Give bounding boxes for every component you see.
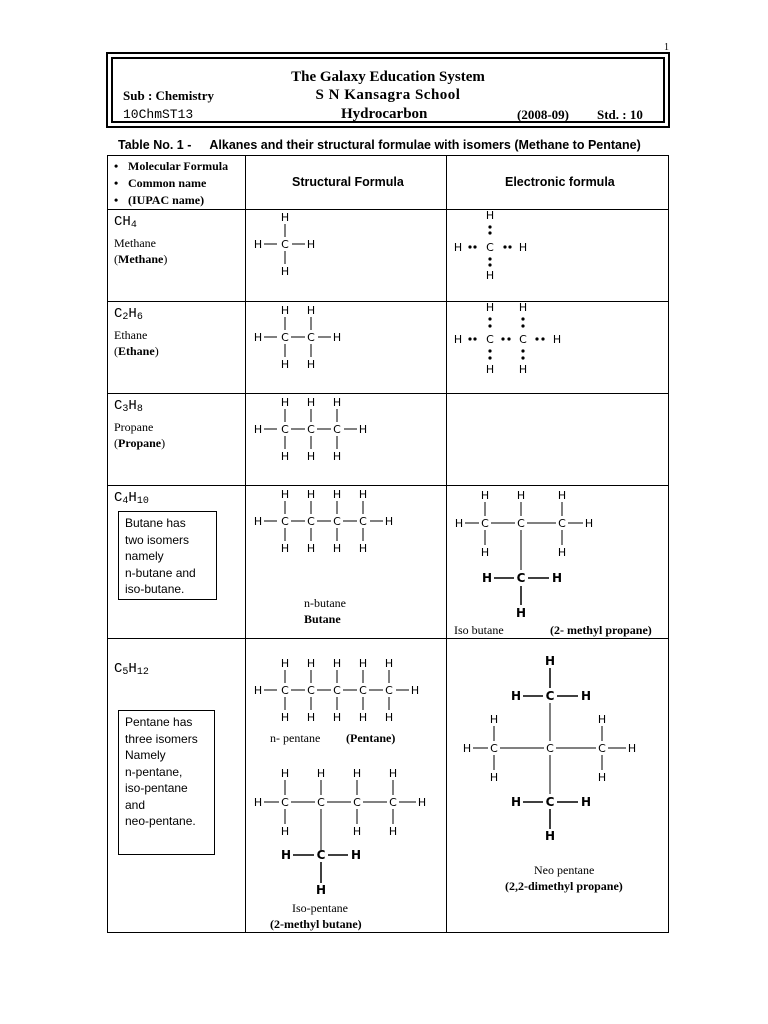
hydrogen-atom: H (515, 606, 527, 620)
butane-isomer-note: Butane has two isomers namely n-butane and iso-butane. (118, 511, 217, 600)
hydrogen-atom: H (544, 654, 556, 668)
hydrogen-atom: H (253, 238, 263, 251)
carbon-atom: C (317, 796, 325, 809)
n-butane-iupac: Butane (304, 612, 341, 626)
carbon-atom: C (481, 517, 489, 530)
hydrogen-atom: H (332, 488, 342, 501)
hydrogen-atom: H (332, 396, 342, 409)
electron-dot (488, 324, 491, 327)
hydrogen-atom: H (388, 767, 398, 780)
topic-title: Hydrocarbon (341, 106, 428, 122)
hydrogen-atom: H (306, 358, 316, 371)
hydrogen-atom: H (306, 542, 316, 555)
electron-dot (535, 337, 538, 340)
hydrogen-atom: H (280, 211, 290, 224)
hydrogen-atom: H (584, 517, 594, 530)
hydrogen-atom: H (316, 767, 326, 780)
hydrogen-atom: H (518, 241, 528, 254)
hydrogen-atom: H (253, 331, 263, 344)
electron-dot (473, 245, 476, 248)
hydrogen-atom: H (518, 301, 528, 314)
hydrogen-atom: H (306, 396, 316, 409)
hydrogen-atom: H (280, 396, 290, 409)
hydrogen-atom: H (384, 711, 394, 724)
hydrogen-atom: H (510, 795, 522, 809)
electron-dot (473, 337, 476, 340)
hydrogen-atom: H (280, 450, 290, 463)
hydrogen-atom: H (358, 423, 368, 436)
carbon-atom: C (333, 684, 341, 697)
hydrogen-atom: H (332, 657, 342, 670)
electron-dot (507, 337, 510, 340)
carbon-atom: C (490, 742, 498, 755)
hydrogen-atom: H (332, 542, 342, 555)
hydrogen-atom: H (280, 265, 290, 278)
hydrogen-atom: H (481, 571, 493, 585)
hydrogen-atom: H (485, 209, 495, 222)
neo-pentane-iupac: (2,2-dimethyl propane) (505, 879, 623, 893)
col1-header: • Molecular Formula • Common name • (IUPAC name) (114, 159, 229, 207)
hydrogen-atom: H (315, 883, 327, 897)
col2-header: Structural Formula (292, 175, 404, 189)
hydrogen-atom: H (557, 489, 567, 502)
hydrogen-atom: H (384, 657, 394, 670)
carbon-atom: C (281, 796, 289, 809)
carbon-atom: C (316, 848, 326, 862)
propane-iupac-name: (Propane) (114, 436, 166, 450)
hydrogen-atom: H (253, 515, 263, 528)
academic-year: (2008-09) (517, 107, 569, 122)
carbon-atom: C (486, 333, 494, 346)
carbon-atom: C (385, 684, 393, 697)
carbon-atom: C (281, 515, 289, 528)
hydrogen-atom: H (306, 304, 316, 317)
n-pentane-label: n- pentane (270, 731, 321, 745)
table-title: Alkanes and their structural formulae with isomers (Methane to Pentane) (209, 138, 641, 152)
hydrogen-atom: H (453, 333, 463, 346)
hydrogen-atom: H (462, 742, 472, 755)
hydrogen-atom: H (580, 795, 592, 809)
hydrogen-atom: H (332, 331, 342, 344)
butane-formula: $C_4H_{10}$ (114, 490, 149, 507)
electron-dot (488, 356, 491, 359)
col3-header: Electronic formula (505, 175, 615, 189)
hydrogen-atom: H (485, 301, 495, 314)
hydrogen-atom: H (253, 423, 263, 436)
hydrogen-atom: H (417, 796, 427, 809)
hydrogen-atom: H (358, 542, 368, 555)
hydrogen-atom: H (332, 450, 342, 463)
carbon-atom: C (333, 423, 341, 436)
hydrogen-atom: H (280, 304, 290, 317)
hydrogen-atom: H (280, 848, 292, 862)
propane-formula: $C_3H_8$ (114, 398, 143, 415)
hydrogen-atom: H (597, 771, 607, 784)
standard-label: Std. : 10 (597, 107, 643, 122)
hydrogen-atom: H (253, 796, 263, 809)
hydrogen-atom: H (510, 689, 522, 703)
page-number: 1 (664, 42, 669, 53)
carbon-atom: C (359, 684, 367, 697)
ethane-formula: $C_2H_6$ (114, 306, 143, 323)
hydrogen-atom: H (489, 713, 499, 726)
carbon-atom: C (519, 333, 527, 346)
hydrogen-atom: H (358, 488, 368, 501)
school-name: S N Kansagra School (315, 87, 461, 103)
table-number: Table No. 1 - (118, 138, 192, 152)
hydrogen-atom: H (388, 825, 398, 838)
hydrogen-atom: H (485, 363, 495, 376)
hydrogen-atom: H (280, 488, 290, 501)
methane-common-name: Methane (114, 236, 156, 250)
hydrogen-atom: H (551, 571, 563, 585)
n-pentane-iupac: (Pentane) (346, 731, 396, 745)
hydrogen-atom: H (557, 546, 567, 559)
hydrogen-atom: H (516, 489, 526, 502)
carbon-atom: C (307, 515, 315, 528)
iso-butane-label: Iso butane (454, 623, 504, 637)
hydrogen-atom: H (306, 488, 316, 501)
electron-dot (503, 245, 506, 248)
electron-dot (501, 337, 504, 340)
hydrogen-atom: H (352, 767, 362, 780)
carbon-atom: C (486, 241, 494, 254)
hydrogen-atom: H (580, 689, 592, 703)
carbon-atom: C (359, 515, 367, 528)
hydrogen-atom: H (332, 711, 342, 724)
electron-dot (468, 245, 471, 248)
carbon-atom: C (307, 331, 315, 344)
electron-dot (488, 317, 491, 320)
carbon-atom: C (307, 423, 315, 436)
carbon-atom: C (545, 689, 555, 703)
electron-dot (488, 257, 491, 260)
hydrogen-atom: H (280, 358, 290, 371)
carbon-atom: C (545, 795, 555, 809)
hydrogen-atom: H (480, 489, 490, 502)
hydrogen-atom: H (280, 711, 290, 724)
electron-dot (521, 349, 524, 352)
hydrogen-atom: H (358, 657, 368, 670)
subject-label: Sub : Chemistry (123, 88, 215, 103)
carbon-atom: C (353, 796, 361, 809)
hydrogen-atom: H (280, 542, 290, 555)
hydrogen-atom: H (306, 238, 316, 251)
hydrogen-atom: H (280, 825, 290, 838)
hydrogen-atom: H (627, 742, 637, 755)
hydrogen-atom: H (480, 546, 490, 559)
hydrogen-atom: H (489, 771, 499, 784)
electron-dot (488, 231, 491, 234)
electron-dot (468, 337, 471, 340)
electron-dot (521, 324, 524, 327)
electron-dot (508, 245, 511, 248)
hydrogen-atom: H (280, 657, 290, 670)
carbon-atom: C (546, 742, 554, 755)
methane-iupac-name: (Methane) (114, 252, 168, 266)
carbon-atom: C (307, 684, 315, 697)
methane-formula: $CH_4$ (114, 214, 137, 231)
carbon-atom: C (517, 517, 525, 530)
ethane-common-name: Ethane (114, 328, 148, 342)
carbon-atom: C (389, 796, 397, 809)
hydrogen-atom: H (306, 711, 316, 724)
carbon-atom: C (333, 515, 341, 528)
propane-common-name: Propane (114, 420, 154, 434)
electron-dot (488, 225, 491, 228)
iso-butane-iupac: (2- methyl propane) (550, 623, 652, 637)
carbon-atom: C (281, 331, 289, 344)
electron-dot (521, 356, 524, 359)
hydrogen-atom: H (306, 657, 316, 670)
hydrogen-atom: H (350, 848, 362, 862)
hydrogen-atom: H (544, 829, 556, 843)
electron-dot (521, 317, 524, 320)
document-code: 10ChmST13 (123, 107, 194, 122)
n-butane-label: n-butane (304, 596, 346, 610)
carbon-atom: C (281, 684, 289, 697)
hydrogen-atom: H (384, 515, 394, 528)
carbon-atom: C (281, 238, 289, 251)
institution-title: The Galaxy Education System (291, 69, 485, 85)
hydrogen-atom: H (280, 767, 290, 780)
carbon-atom: C (558, 517, 566, 530)
hydrogen-atom: H (358, 711, 368, 724)
hydrogen-atom: H (518, 363, 528, 376)
hydrogen-atom: H (485, 269, 495, 282)
electron-dot (541, 337, 544, 340)
neo-pentane-label: Neo pentane (534, 863, 595, 877)
hydrogen-atom: H (454, 517, 464, 530)
pentane-formula: $C_5H_{12}$ (114, 661, 149, 678)
hydrogen-atom: H (352, 825, 362, 838)
carbon-atom: C (516, 571, 526, 585)
hydrogen-atom: H (552, 333, 562, 346)
hydrogen-atom: H (410, 684, 420, 697)
electron-dot (488, 263, 491, 266)
hydrogen-atom: H (306, 450, 316, 463)
hydrogen-atom: H (453, 241, 463, 254)
hydrogen-atom: H (253, 684, 263, 697)
iso-pentane-label: Iso-pentane (292, 901, 348, 915)
ethane-iupac-name: (Ethane) (114, 344, 159, 358)
hydrogen-atom: H (597, 713, 607, 726)
electron-dot (488, 349, 491, 352)
iso-pentane-iupac: (2-methyl butane) (270, 917, 362, 931)
pentane-isomer-note: Pentane has three isomers Namely n-pentane, iso-pentane and neo-pentane. (118, 710, 215, 855)
carbon-atom: C (598, 742, 606, 755)
carbon-atom: C (281, 423, 289, 436)
